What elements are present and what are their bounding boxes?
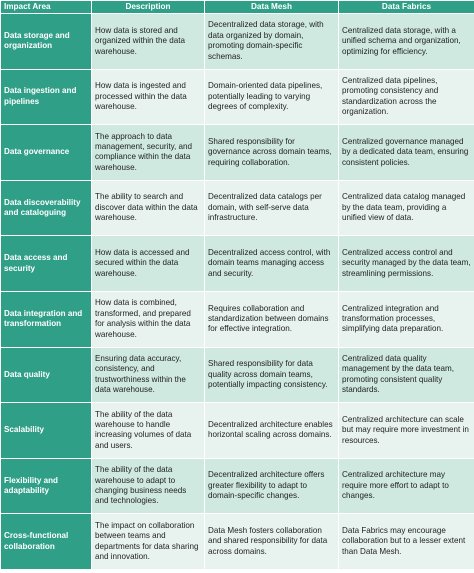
data-fabrics-cell: Centralized architecture may require more effort to adapt to changes. [339, 458, 474, 514]
description-cell: The ability of the data warehouse to handle increasing volumes of data and users. [92, 403, 205, 459]
data-mesh-cell: Decentralized data storage, with data organized by domain, promoting domain-specific schemas. [205, 14, 339, 70]
impact-area-cell: Data governance [1, 125, 92, 181]
data-fabrics-cell: Centralized governance managed by a dedicated data team, ensuring consistent policies. [339, 125, 474, 181]
impact-area-cell: Flexibility and adaptability [1, 458, 92, 514]
data-mesh-cell: Requires collaboration and standardization between domains for effective integration. [205, 291, 339, 347]
data-mesh-cell: Shared responsibility for data quality across domain teams, potentially impacting consistency. [205, 347, 339, 403]
data-mesh-cell: Shared responsibility for governance across domain teams, requiring collaboration. [205, 125, 339, 181]
table-row [1, 347, 474, 403]
impact-area-cell: Data integration and transformation [1, 291, 92, 347]
table-row [1, 125, 474, 181]
description-cell: How data is combined, transformed, and prepared for analysis within the data warehouse. [92, 291, 205, 347]
table-row [1, 14, 474, 70]
data-mesh-cell: Data Mesh fosters collaboration and shared responsibility for data across domains. [205, 514, 339, 570]
data-mesh-cell: Decentralized data catalogs per domain, with self-serve data infrastructure. [205, 180, 339, 236]
table-row [1, 236, 474, 292]
header-impact-area: Impact Area [1, 1, 92, 14]
impact-area-cell: Data quality [1, 347, 92, 403]
description-cell: The impact on collaboration between teams and departments for data sharing and innovation. [92, 514, 205, 570]
data-fabrics-cell: Centralized data catalog managed by the data team, providing a unified view of data. [339, 180, 474, 236]
description-cell: Ensuring data accuracy, consistency, and trustworthiness within the data warehouse. [92, 347, 205, 403]
table-row [1, 291, 474, 347]
data-fabrics-cell: Centralized access control and security managed by the data team, streamlining permissions. [339, 236, 474, 292]
header-row [1, 1, 474, 14]
data-mesh-cell: Decentralized architecture offers greater flexibility to adapt to domain-specific changes. [205, 458, 339, 514]
table-row [1, 458, 474, 514]
data-fabrics-cell: Centralized architecture can scale but may require more investment in resources. [339, 403, 474, 459]
description-cell: How data is ingested and processed within the data warehouse. [92, 69, 205, 125]
impact-area-cell: Scalability [1, 403, 92, 459]
header-data-mesh: Data Mesh [205, 1, 339, 14]
impact-area-cell: Data ingestion and pipelines [1, 69, 92, 125]
description-cell: The ability to search and discover data within the data warehouse. [92, 180, 205, 236]
table-row [1, 69, 474, 125]
table-row [1, 514, 474, 570]
data-fabrics-cell: Centralized data storage, with a unified schema and organization, optimizing for efficiency. [339, 14, 474, 70]
header-data-fabrics: Data Fabrics [339, 1, 474, 14]
data-fabrics-cell: Data Fabrics may encourage collaboration but to a lesser extent than Data Mesh. [339, 514, 474, 570]
data-fabrics-cell: Centralized data quality management by the data team, promoting consistent quality standards. [339, 347, 474, 403]
data-mesh-cell: Decentralized architecture enables horizontal scaling across domains. [205, 403, 339, 459]
table-row [1, 403, 474, 459]
description-cell: The ability of the data warehouse to adapt to changing business needs and technologies. [92, 458, 205, 514]
description-cell: The approach to data management, security, and compliance within the data warehouse. [92, 125, 205, 181]
description-cell: How data is accessed and secured within the data warehouse. [92, 236, 205, 292]
data-mesh-cell: Decentralized access control, with domain teams managing access and security. [205, 236, 339, 292]
data-fabrics-cell: Centralized data pipelines, promoting consistency and standardization across the organization. [339, 69, 474, 125]
header-description: Description [92, 1, 205, 14]
impact-area-cell: Cross-functional collaboration [1, 514, 92, 570]
impact-area-cell: Data discoverability and cataloguing [1, 180, 92, 236]
impact-area-cell: Data access and security [1, 236, 92, 292]
impact-area-cell: Data storage and organization [1, 14, 92, 70]
table-row [1, 180, 474, 236]
data-fabrics-cell: Centralized integration and transformation processes, simplifying data preparation. [339, 291, 474, 347]
description-cell: How data is stored and organized within the data warehouse. [92, 14, 205, 70]
data-mesh-cell: Domain-oriented data pipelines, potentially leading to varying degrees of complexity. [205, 69, 339, 125]
